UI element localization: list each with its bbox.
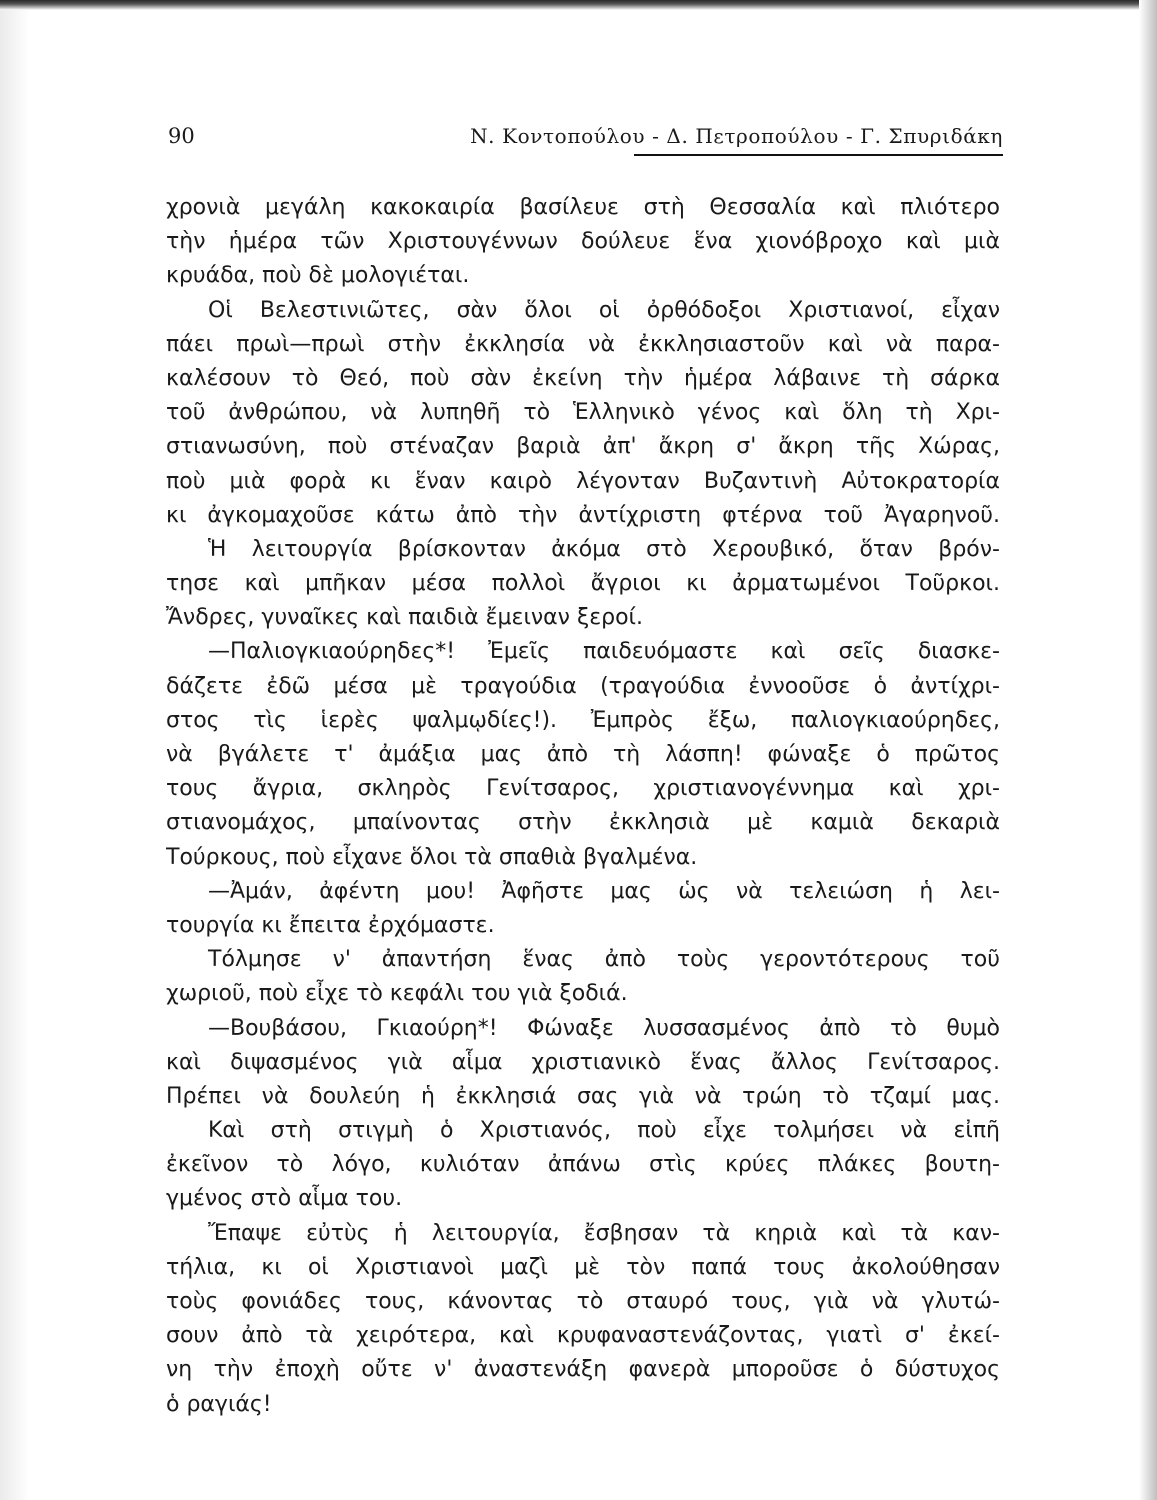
text-line: τήλια, κι οἱ Χριστιανοὶ μαζὶ μὲ τὸν παπά τους ἀκολούθησαν: [166, 1254, 1000, 1280]
text-line: δάζετε ἐδῶ μέσα μὲ τραγούδια (τραγούδια ἐννοοῦσε ὁ ἀντίχρι-: [166, 673, 1000, 699]
text-line: τὴν ἡμέρα τῶν Χριστουγέννων δούλευε ἕνα χιονόβροχο καὶ μιὰ: [166, 229, 1000, 255]
text-line: γμένος στὸ αἷμα του.: [166, 1186, 403, 1212]
text-line: Ἄνδρες, γυναῖκες καὶ παιδιὰ ἔμειναν ξεροί.: [166, 605, 643, 631]
text-line: τοῦ ἀνθρώπου, νὰ λυπηθῆ τὸ Ἑλληνικὸ γένος καὶ ὅλη τὴ Χρι-: [166, 400, 1000, 426]
text-line: κι ἀγκομαχοῦσε κάτω ἀπὸ τὴν ἀντίχριστη φτέρνα τοῦ Ἀγαρηνοῦ.: [166, 502, 1000, 528]
text-line: ἐκεῖνον τὸ λόγο, κυλιόταν ἀπάνω στὶς κρύες πλάκες βουτη-: [166, 1152, 1000, 1178]
body-text: [166, 191, 1000, 1422]
text-line: καὶ διψασμένος γιὰ αἷμα χριστιανικὸ ἕνας ἄλλος Γενίτσαρος.: [166, 1049, 1000, 1075]
text-line: νὰ βγάλετε τ' ἀμάξια μας ἀπὸ τὴ λάσπη! φώναξε ὁ πρῶτος: [166, 742, 1000, 767]
page-binding-shadow: [0, 0, 30, 1500]
text-line: Τόλμησε ν' ἀπαντήση ἕνας ἀπὸ τοὺς γεροντότερους τοῦ: [208, 947, 1000, 973]
text-line: σουν ἀπὸ τὰ χειρότερα, καὶ κρυφαναστενάζοντας, γιατὶ σ' ἐκεί-: [166, 1323, 1000, 1349]
text-line: χρονιὰ μεγάλη κακοκαιρία βασίλευε στὴ Θεσσαλία καὶ πλιότερο: [166, 195, 1000, 220]
text-line: πάει πρωὶ—πρωὶ στὴν ἐκκλησία νὰ ἐκκλησιαστοῦν καὶ νὰ παρα-: [166, 331, 1000, 357]
text-line: χωριοῦ, ποὺ εἶχε τὸ κεφάλι του γιὰ ξοδιά.: [166, 981, 628, 1007]
text-line: —Παλιογκιαούρηδες*! Ἐμεῖς παιδευόμαστε καὶ σεῖς διασκε-: [208, 639, 1000, 665]
text-line: στιανωσύνη, ποὺ στέναζαν βαριὰ ἀπ' ἄκρη σ' ἄκρη τῆς Χώρας,: [166, 434, 1000, 460]
text-line: Ἔπαψε εὐτὺς ἡ λειτουργία, ἔσβησαν τὰ κηριὰ καὶ τὰ καν-: [208, 1220, 1000, 1246]
text-line: Ἡ λειτουργία βρίσκονταν ἀκόμα στὸ Χερουβικό, ὅταν βρόν-: [208, 536, 1000, 562]
text-line: στιανομάχος, μπαίνοντας στὴν ἐκκλησιὰ μὲ καμιὰ δεκαριὰ: [166, 810, 1000, 836]
text-line: Πρέπει νὰ δουλεύη ἡ ἐκκλησιά σας γιὰ νὰ τρώη τὸ τζαμί μας.: [166, 1083, 1000, 1109]
text-line: τους ἄγρια, σκληρὸς Γενίτσαρος, χριστιανογέννημα καὶ χρι-: [166, 776, 1000, 802]
text-line: τησε καὶ μπῆκαν μέσα πολλοὶ ἄγριοι κι ἀρματωμένοι Τοῦρκοι.: [166, 571, 1000, 597]
page-right-edge: [1139, 0, 1157, 1500]
page-number: 90: [168, 124, 195, 148]
text-line: Οἱ Βελεστινιῶτες, σὰν ὅλοι οἱ ὀρθόδοξοι Χριστιανοί, εἶχαν: [208, 297, 1000, 323]
text-line: Τούρκους, ποὺ εἶχανε ὅλοι τὰ σπαθιὰ βγαλμένα.: [166, 844, 698, 870]
text-line: —Βουβάσου, Γκιαούρη*! Φώναξε λυσσασμένος ἀπὸ τὸ θυμὸ: [208, 1015, 1000, 1041]
text-line: ποὺ μιὰ φορὰ κι ἕναν καιρὸ λέγονταν Βυζαντινὴ Αὐτοκρατορία: [166, 468, 1000, 494]
text-line: τουργία κι ἔπειτα ἐρχόμαστε.: [166, 912, 495, 938]
text-line: στος τὶς ἱερὲς ψαλμῳδίες!). Ἐμπρὸς ἔξω, παλιογκιαούρηδες,: [166, 707, 1000, 733]
page-top-edge: [0, 0, 1157, 10]
text-line: ὁ ραγιάς!: [166, 1391, 272, 1417]
text-line: τοὺς φονιάδες τους, κάνοντας τὸ σταυρό τους, γιὰ νὰ γλυτώ-: [166, 1289, 1000, 1314]
text-line: καλέσουν τὸ Θεό, ποὺ σὰν ἐκείνη τὴν ἡμέρα λάβαινε τὴ σάρκα: [166, 365, 1000, 391]
text-line: κρυάδα, ποὺ δὲ μολογιέται.: [166, 263, 470, 289]
text-line: Καὶ στὴ στιγμὴ ὁ Χριστιανός, ποὺ εἶχε τολμήσει νὰ εἰπῆ: [208, 1118, 1000, 1144]
page-header: [168, 120, 1003, 156]
header-rule: [634, 154, 1003, 156]
running-head-authors: Ν. Κοντοπούλου - Δ. Πετροπούλου - Γ. Σπυριδάκη: [470, 124, 1003, 148]
text-line: —Ἀμάν, ἀφέντη μου! Ἀφῆστε μας ὡς νὰ τελειώση ἡ λει-: [208, 878, 1000, 904]
text-line: νη τὴν ἐποχὴ οὔτε ν' ἀναστενάξη φανερὰ μποροῦσε ὁ δύστυχος: [166, 1357, 1000, 1383]
